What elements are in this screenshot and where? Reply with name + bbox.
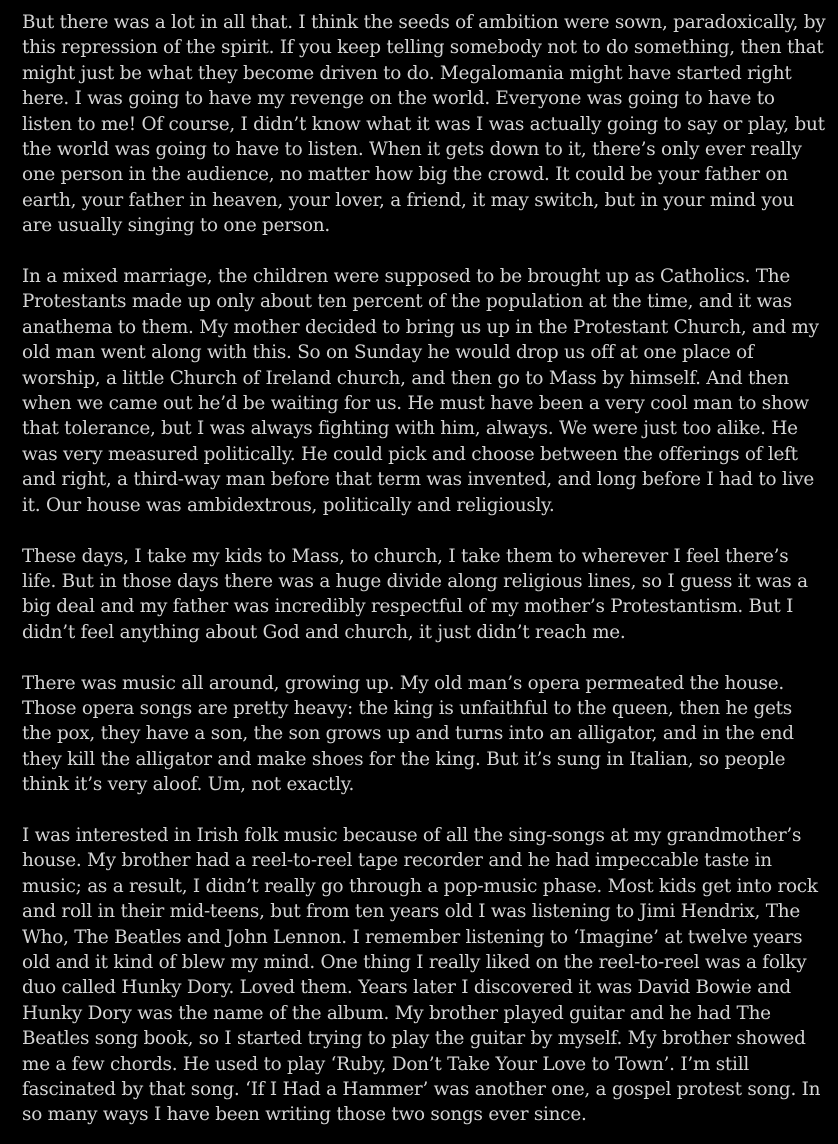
paragraph-2: In a mixed marriage, the children were supposed to be brought up as Catholics. The Protestants made up only about ten percent of the population at the time, and it was anathema to them. My mother decided to bring us up in the Protestant Church, and my old man went along with this. So on Sunday he would drop us off at one place of worship, a little Church of Ireland church, and then go to Mass by himself. And then when we came out he’d be waiting for us. He must have been a very cool man to show that tolerance, but I was always fighting with him, always. We were just too alike. He was very measured politically. He could pick and choose between the offerings of left and right, a third-way man before that term was invented, and long before I had to live it. Our house was ambidextrous, politically and religiously. — [22, 266, 819, 516]
paragraph-4: There was music all around, growing up. My old man’s opera permeated the house. Those opera songs are pretty heavy: the king is unfaithful to the queen, then he gets the pox, they have a son, the son grows up and turns into an alligator, and in the end they kill the alligator and make shoes for the king. But it’s sung in Italian, so people think it’s very aloof. Um, not exactly. — [22, 672, 794, 796]
paragraph-1: But there was a lot in all that. I think the seeds of ambition were sown, paradoxically, by this repression of the spirit. If you keep telling somebody not to do something, then that might just be what they become driven to do. Megalomania might have started right here. I was going to have my revenge on the world. Everyone was going to have to listen to me! Of course, I didn’t know what it was I was actually going to say or play, but the world was going to have to listen. When it gets down to it, there’s only ever really one person in the audience, no matter how big the crowd. It could be your father on earth, your father in heaven, your lover, a friend, it may switch, but in your mind you are usually singing to one person. — [22, 12, 826, 237]
paragraph-3: These days, I take my kids to Mass, to church, I take them to wherever I feel there’s life. But in those days there was a huge divide along religious lines, so I guess it was a big deal and my father was incredibly respectful of my mother’s Protestantism. But I didn’t feel anything about God and church, it just didn’t reach me. — [22, 545, 808, 643]
paragraph-5: I was interested in Irish folk music because of all the sing-songs at my grandmother’s house. My brother had a reel-to-reel tape recorder and he had impeccable taste in music; as a result, I didn’t really go through a pop-music phase. Most kids get into rock and roll in their mid-teens, but from ten years old I was listening to Jimi Hendrix, The Who, The Beatles and John Lennon. I remember listening to ‘Imagine’ at twelve years old and it kind of blew my mind. One thing I really liked on the reel-to-reel was a folky duo called Hunky Dory. Loved them. Years later I discovered it was David Bowie and Hunky Dory was the name of the album. My brother played guitar and he had The Beatles song book, so I started trying to play the guitar by myself. My brother showed me a few chords. He used to play ‘Ruby, Don’t Take Your Love to Town’. I’m still fascinated by that song. ‘If I Had a Hammer’ was another one, a gospel protest song. In so many ways I have been writing those two songs ever since. — [22, 824, 821, 1126]
